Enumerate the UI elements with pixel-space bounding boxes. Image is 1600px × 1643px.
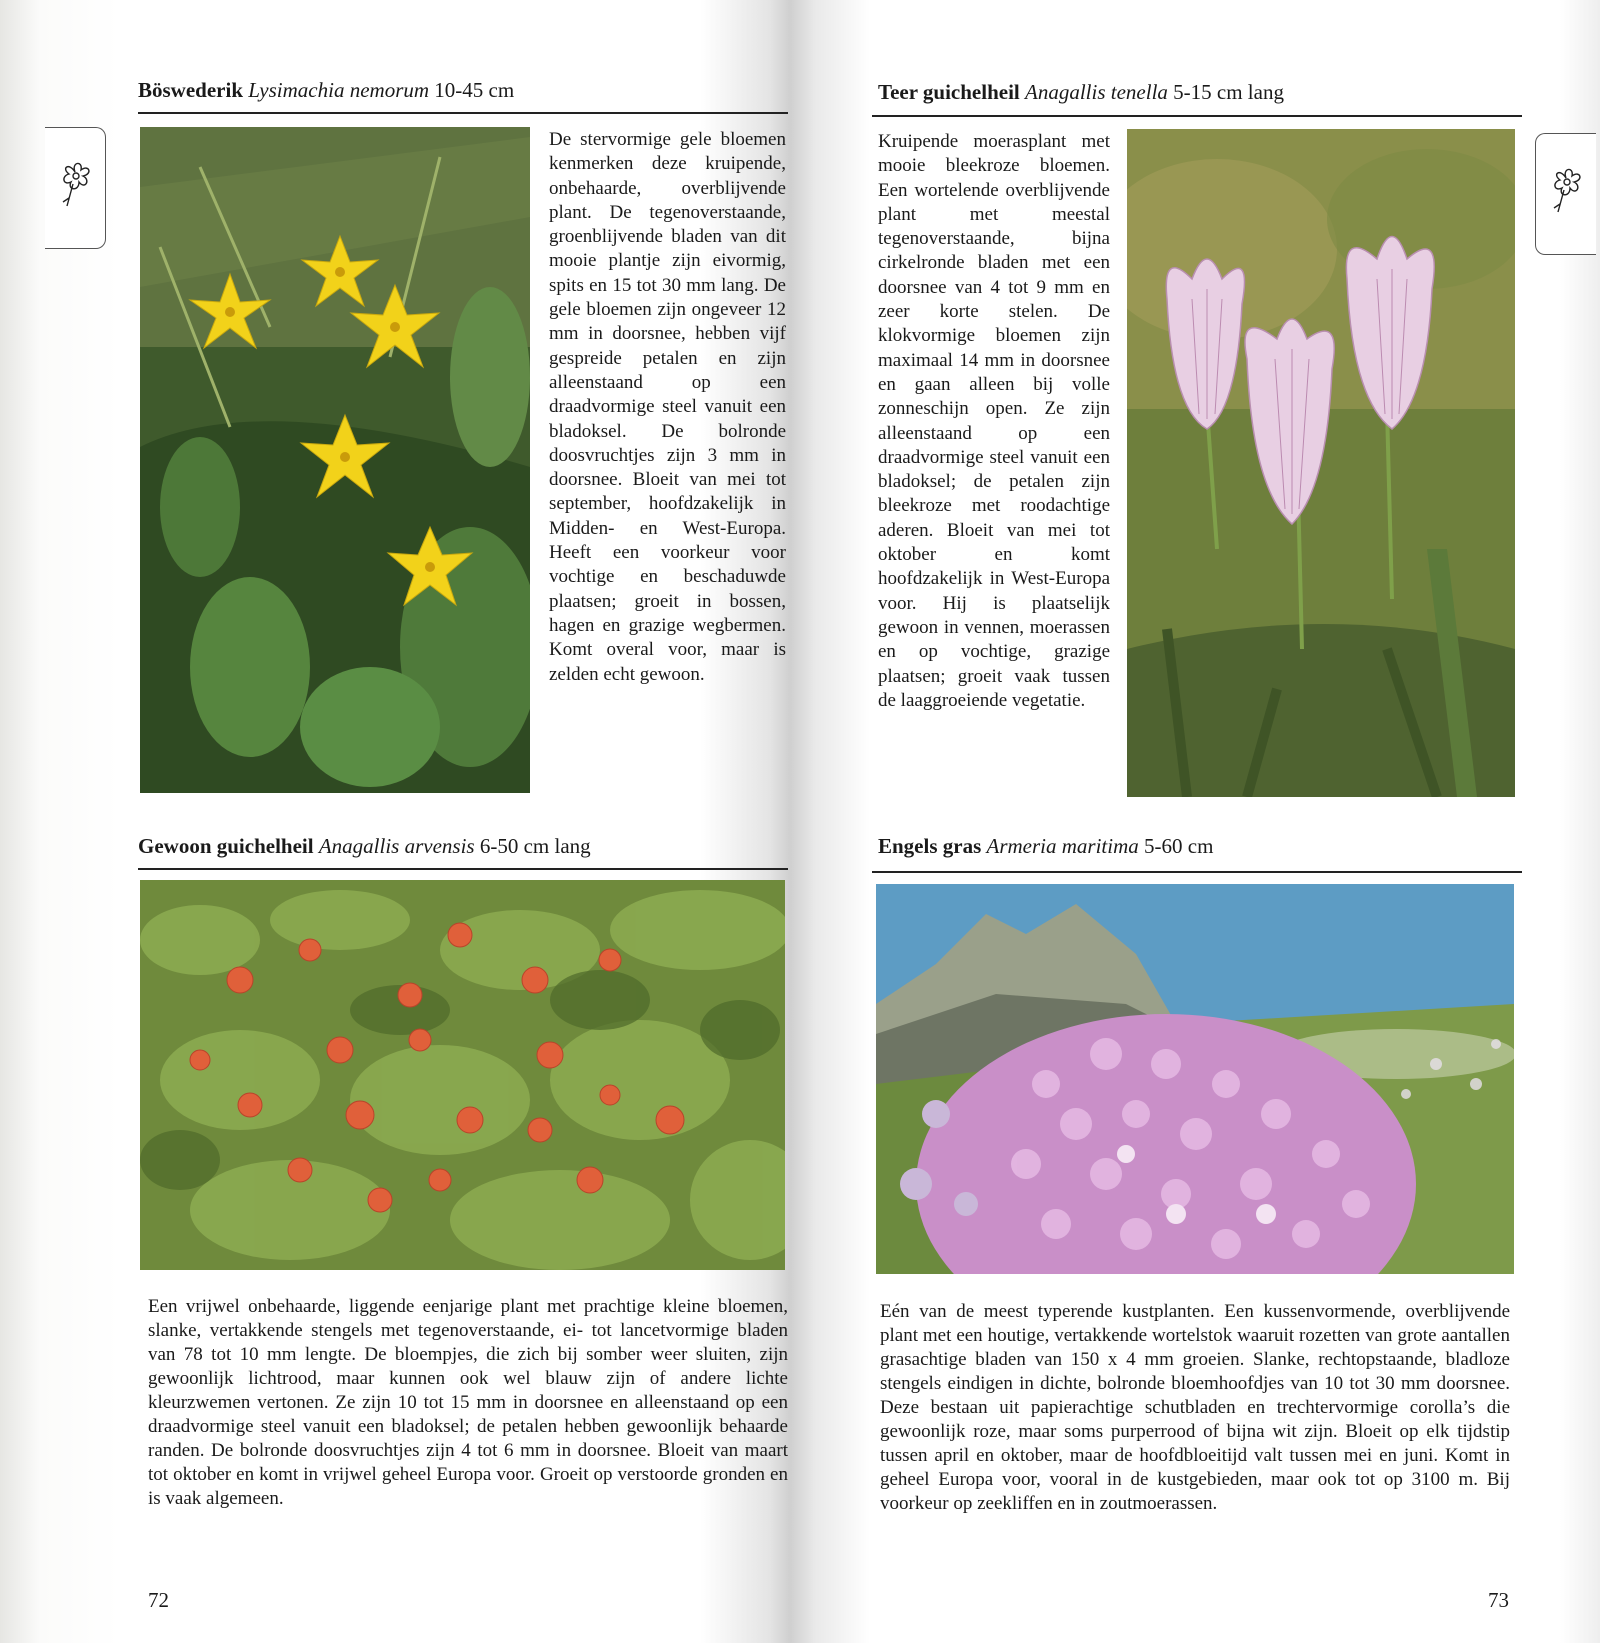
entry-description: Eén van de meest typerende kustplanten. Een kussenvormende, overblijvende plant met een houtige, vertakkende wortelstok waaruit rozetten van grote aantallen grasachtige bladen van 150 x 4 mm groeien. Slanke, rechtopstaande, bladloze stengels eindigen in dichte, bolronde bloemhoofdjes van 10 tot 30 mm doorsnee. Deze bestaan uit papierachtige schutbladen en trechtervormige corolla’s die gewoonlijk roze, maar soms purperrood of bijna wit zijn. Bloeit op elk tijdstip tussen april en oktober, maar de hoofdbloeitijd valt tussen mei en juni. Komt in geheel Europa voor, vooral in de kustgebieden, maar ook tot op 3100 m. Bij voorkeur op zeekliffen en in zoutmoerassen.: [880, 1301, 1510, 1514]
photo-yellow-pimpernel: [140, 127, 530, 793]
latin-name: Armeria maritima: [986, 834, 1139, 858]
plant-size: 5-15 cm lang: [1173, 80, 1284, 104]
flower-outline-icon: [1536, 134, 1596, 254]
photo-sea-thrift: [876, 884, 1514, 1274]
entry-title: [878, 80, 1284, 105]
page-number: 72: [148, 1588, 169, 1612]
right-page: [800, 0, 1600, 1643]
common-name: Engels gras: [878, 834, 982, 858]
latin-name: Anagallis tenella: [1025, 80, 1168, 104]
title-rule: [872, 871, 1522, 873]
entry-title: [138, 78, 514, 103]
plant-size: 10-45 cm: [434, 78, 515, 102]
photo-bog-pimpernel: [1127, 129, 1515, 797]
common-name: Böswederik: [138, 78, 243, 102]
entry-description: Kruipende moerasplant met mooie bleekroze bloemen. Een wortelende overblijvende plant met meestal tegenoverstaande, bijna cirkelronde bladen met een doorsnee van 4 tot 9 mm en zeer korte stelen. De klokvormige bloemen zijn maximaal 14 mm in doorsnee en gaan alleen bij volle zonneschijn open. Ze zijn alleenstaand op een draadvormige steel vanuit een bladoksel; de petalen zijn bleekroze met roodachtige aderen. Bloeit van mei tot oktober en komt hoofdzakelijk in West-Europa voor. Hij is plaatselijk gewoon in vennen, moerassen en op vochtige, grazige plaatsen; groeit vaak tussen de laaggroeiende vegetatie.: [878, 131, 1110, 711]
photo-scarlet-pimpernel: [140, 880, 785, 1270]
plant-size: 6-50 cm lang: [479, 834, 591, 858]
entry-title: [878, 834, 1213, 859]
entry-description: Een vrijwel onbehaarde, liggende eenjarige plant met prachtige kleine bloemen, slanke, vertakkende stengels met tegenoverstaande, ei- tot lancetvormige bladen van 78 tot 10 mm lengte. De bloempjes, die zich bij somber weer sluiten, zijn gewoonlijk lichtrood, maar kunnen ook wel blauw zijn of andere lichte kleurzwemen vertonen. Ze zijn 10 tot 15 mm in doorsnee en alleenstaand op een draadvormige steel vanuit een bladoksel; de petalen hebben gewoonlijk behaarde randen. De bolronde doosvruchtjes zijn 4 tot 6 mm in doorsnee. Bloeit van maart tot oktober en komt in vrijwel geheel Europa voor. Groeit op verstoorde gronden en is vaak algemeen.: [148, 1296, 788, 1509]
section-tab-right: [1535, 133, 1596, 255]
title-rule: [138, 868, 788, 870]
left-page: [0, 0, 790, 1643]
latin-name: Anagallis arvensis: [318, 834, 475, 858]
common-name: Teer guichelheil: [878, 80, 1020, 104]
flower-outline-icon: [45, 128, 105, 248]
title-rule: [138, 112, 788, 114]
entry-title: [138, 834, 591, 859]
common-name: Gewoon guichelheil: [138, 834, 314, 858]
latin-name: Lysimachia nemorum: [248, 78, 430, 102]
title-rule: [872, 115, 1522, 117]
plant-size: 5-60 cm: [1144, 834, 1214, 858]
page-number: 73: [1488, 1588, 1509, 1612]
section-tab-left: [45, 127, 106, 249]
entry-description: De stervormige gele bloemen kenmerken deze kruipende, onbehaarde, overblijvende plant. De tegenoverstaande, groenblijvende bladen van dit mooie plantje zijn eivormig, spits en 15 tot 30 mm lang. De gele bloemen zijn ongeveer 12 mm in doorsnee, hebben vijf gespreide petalen en zijn alleenstaand op een draadvormige steel vanuit een bladoksel. De bolronde doosvruchtjes zijn 3 mm in doorsnee. Bloeit van mei tot september, hoofdzakelijk in Midden- en West-Europa. Heeft een voorkeur voor vochtige en beschaduwde plaatsen; groeit in bossen, hagen en grazige wegbermen. Komt overal voor, maar is zelden echt gewoon.: [549, 129, 786, 685]
